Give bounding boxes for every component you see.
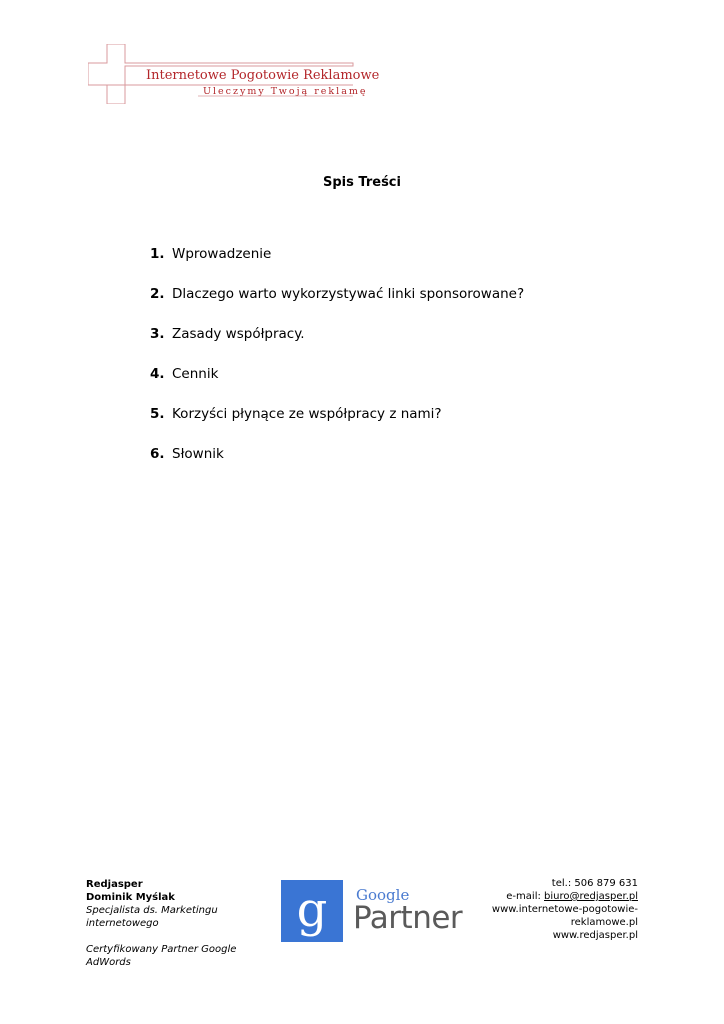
email-label: e-mail: xyxy=(506,891,545,902)
toc-item-number: 5. xyxy=(150,406,165,422)
toc-item-number: 2. xyxy=(150,286,165,302)
toc-item-label: Dlaczego warto wykorzystywać linki sponsorowane? xyxy=(172,286,525,302)
toc-title: Spis Treści xyxy=(323,175,401,190)
email-line xyxy=(458,890,638,903)
toc-item xyxy=(150,244,524,284)
toc-item-number: 1. xyxy=(150,246,165,262)
website-link-2[interactable]: www.redjasper.pl xyxy=(552,930,638,941)
toc-item xyxy=(150,364,524,404)
footer-contact-person xyxy=(86,878,256,969)
toc-item-number: 4. xyxy=(150,366,165,382)
toc-item-number: 3. xyxy=(150,326,165,342)
logo-title: Internetowe Pogotowie Reklamowe xyxy=(146,68,380,83)
person-role: Specjalista ds. Marketingu internetowego xyxy=(86,905,218,929)
company-name: Redjasper xyxy=(86,879,143,890)
email-link[interactable]: biuro@redjasper.pl xyxy=(544,891,638,902)
toc-item-label: Słownik xyxy=(172,446,224,462)
toc-item-label: Cennik xyxy=(172,366,219,382)
svg-text:g: g xyxy=(296,882,328,938)
toc-item-number: 6. xyxy=(150,446,165,462)
toc-item-label: Wprowadzenie xyxy=(172,246,272,262)
toc-item xyxy=(150,324,524,364)
badge-google-label: Google xyxy=(356,886,410,904)
logo-subtitle: Uleczymy Twoją reklamę xyxy=(203,86,368,97)
toc-item-label: Korzyści płynące ze współpracy z nami? xyxy=(172,406,442,422)
toc-item xyxy=(150,284,524,324)
website-link-1[interactable]: www.internetowe-pogotowie-reklamowe.pl xyxy=(491,904,638,928)
person-name: Dominik Myślak xyxy=(86,892,175,903)
certification-text: Certyfikowany Partner Google AdWords xyxy=(86,944,237,968)
company-logo xyxy=(88,44,380,104)
google-partner-badge xyxy=(281,880,463,942)
toc-item xyxy=(150,444,524,484)
toc-item xyxy=(150,404,524,444)
phone-number: tel.: 506 879 631 xyxy=(551,878,638,889)
google-g-icon xyxy=(281,880,343,942)
table-of-contents xyxy=(150,244,524,484)
footer-contact-info xyxy=(458,877,638,942)
badge-partner-label: Partner xyxy=(353,900,463,936)
toc-item-label: Zasady współpracy. xyxy=(172,326,305,342)
